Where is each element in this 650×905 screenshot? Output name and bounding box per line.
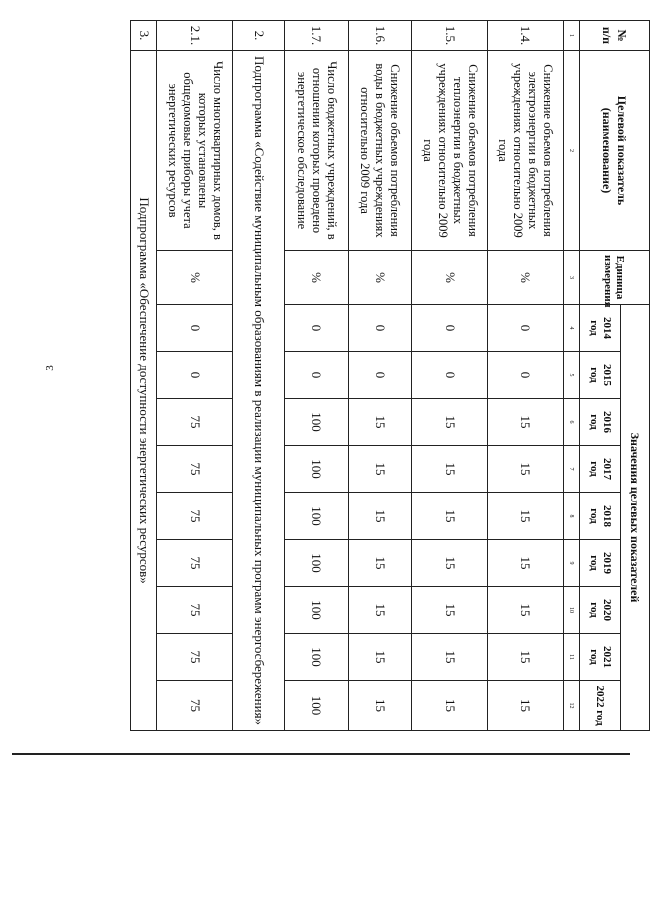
value-cell: 100 — [285, 634, 348, 681]
column-number: 10 — [563, 587, 579, 634]
table-row — [348, 21, 411, 731]
value-cell: 0 — [348, 352, 411, 399]
column-number: 5 — [563, 352, 579, 399]
value-cell: 15 — [412, 587, 488, 634]
value-cell: 75 — [157, 540, 233, 587]
column-number: 6 — [563, 399, 579, 446]
column-number: 8 — [563, 493, 579, 540]
header-values: Значения целевых показателей — [620, 305, 649, 731]
value-cell: 15 — [412, 681, 488, 731]
header-unit: Единица измерения — [579, 251, 649, 305]
value-cell: 15 — [487, 446, 563, 493]
subprogram-row — [131, 21, 157, 731]
indicator-name: Снижение объемов потребления теплоэнергии в бюджетных учреждениях относительно 2009 года — [412, 51, 488, 251]
value-cell: 15 — [348, 681, 411, 731]
header-year: 2019 год — [579, 540, 620, 587]
value-cell: 100 — [285, 446, 348, 493]
row-number: 2.1. — [157, 21, 233, 51]
unit-cell: % — [157, 251, 233, 305]
value-cell: 0 — [487, 352, 563, 399]
indicator-name: Число многоквартирных домов, в которых установлены общедомовые приборы учета энергетических ресурсов — [157, 51, 233, 251]
header-year: 2020 год — [579, 587, 620, 634]
value-cell: 15 — [348, 587, 411, 634]
value-cell: 15 — [348, 446, 411, 493]
value-cell: 15 — [348, 399, 411, 446]
unit-cell: % — [487, 251, 563, 305]
subprogram-title: Подпрограмма «Содействие муниципальным образованиям в реализации муниципальных программ энергосбережения» — [233, 51, 285, 731]
value-cell: 15 — [412, 540, 488, 587]
value-cell: 75 — [157, 587, 233, 634]
value-cell: 0 — [157, 305, 233, 352]
row-number: 1.6. — [348, 21, 411, 51]
table-row — [412, 21, 488, 731]
subprogram-number: 2. — [233, 21, 285, 51]
column-number: 4 — [563, 305, 579, 352]
value-cell: 0 — [412, 352, 488, 399]
unit-cell: % — [285, 251, 348, 305]
value-cell: 0 — [412, 305, 488, 352]
rotated-table-block — [130, 20, 650, 730]
header-row-1 — [620, 21, 649, 731]
horizontal-rule — [12, 753, 630, 755]
value-cell: 0 — [348, 305, 411, 352]
subprogram-title: Подпрограмма «Обеспечение доступности энергетических ресурсов» — [131, 51, 157, 731]
value-cell: 15 — [348, 634, 411, 681]
value-cell: 15 — [487, 493, 563, 540]
row-number: 1.7. — [285, 21, 348, 51]
subprogram-row — [233, 21, 285, 731]
value-cell: 100 — [285, 681, 348, 731]
value-cell: 15 — [412, 493, 488, 540]
column-number: 11 — [563, 634, 579, 681]
column-number-row — [563, 21, 579, 731]
header-year: 2016 год — [579, 399, 620, 446]
indicator-name: Снижение объемов потребления воды в бюджетных учреждениях относительно 2009 года — [348, 51, 411, 251]
column-number: 7 — [563, 446, 579, 493]
target-indicators-table — [130, 20, 650, 731]
value-cell: 0 — [285, 305, 348, 352]
column-number: 2 — [563, 51, 579, 251]
header-year: 2018 год — [579, 493, 620, 540]
value-cell: 100 — [285, 587, 348, 634]
value-cell: 0 — [285, 352, 348, 399]
value-cell: 100 — [285, 399, 348, 446]
value-cell: 75 — [157, 493, 233, 540]
header-year: 2017 год — [579, 446, 620, 493]
value-cell: 15 — [412, 634, 488, 681]
value-cell: 15 — [487, 540, 563, 587]
subprogram-number: 3. — [131, 21, 157, 51]
value-cell: 75 — [157, 634, 233, 681]
unit-cell: % — [348, 251, 411, 305]
value-cell: 75 — [157, 681, 233, 731]
indicator-name: Число бюджетных учреждений, в отношении которых проведено энергетическое обследование — [285, 51, 348, 251]
column-number: 9 — [563, 540, 579, 587]
value-cell: 15 — [487, 681, 563, 731]
header-indicator-name: Целевой показатель (наименование) — [579, 51, 649, 251]
header-year: 2015 год — [579, 352, 620, 399]
header-year: 2022 год — [579, 681, 620, 731]
table-row — [487, 21, 563, 731]
column-number: 3 — [563, 251, 579, 305]
header-year: 2014 год — [579, 305, 620, 352]
column-number: 1 — [563, 21, 579, 51]
indicator-name: Снижение объемов потребления электроэнергии в бюджетных учреждениях относительно 2009 года — [487, 51, 563, 251]
header-year: 2021 год — [579, 634, 620, 681]
table-row — [285, 21, 348, 731]
value-cell: 15 — [348, 493, 411, 540]
column-number: 12 — [563, 681, 579, 731]
value-cell: 15 — [412, 446, 488, 493]
value-cell: 15 — [487, 587, 563, 634]
value-cell: 75 — [157, 399, 233, 446]
page-number: 3 — [43, 365, 56, 371]
value-cell: 100 — [285, 540, 348, 587]
value-cell: 0 — [487, 305, 563, 352]
unit-cell: % — [412, 251, 488, 305]
value-cell: 100 — [285, 493, 348, 540]
row-number: 1.4. — [487, 21, 563, 51]
value-cell: 15 — [487, 634, 563, 681]
value-cell: 75 — [157, 446, 233, 493]
row-number: 1.5. — [412, 21, 488, 51]
value-cell: 15 — [412, 399, 488, 446]
header-number: № п/п — [579, 21, 649, 51]
value-cell: 15 — [348, 540, 411, 587]
value-cell: 15 — [487, 399, 563, 446]
value-cell: 0 — [157, 352, 233, 399]
table-row — [157, 21, 233, 731]
